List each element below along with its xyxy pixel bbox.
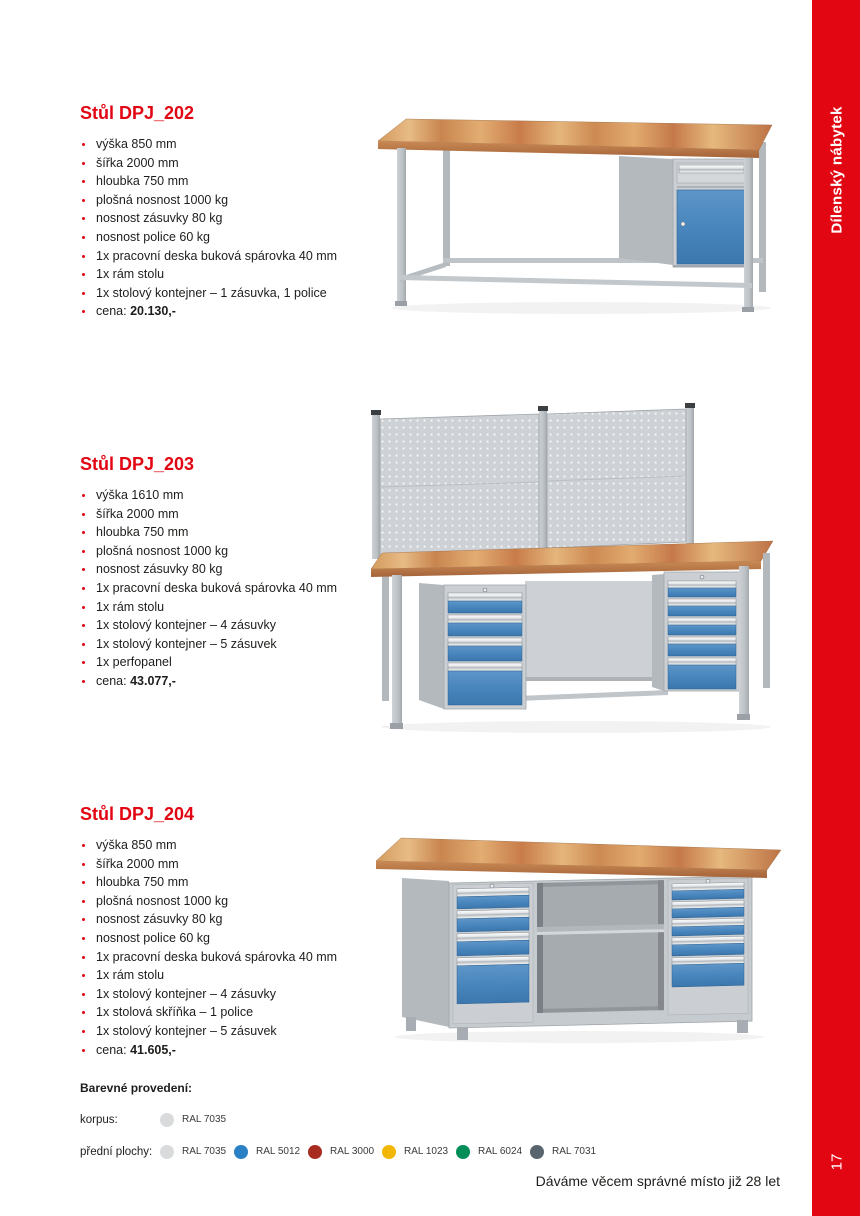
color-swatch bbox=[530, 1145, 604, 1159]
floor-shadow bbox=[394, 1031, 764, 1043]
footer-tagline: Dáváme věcem správné místo již 28 let bbox=[535, 1173, 780, 1189]
spec-list bbox=[80, 486, 372, 672]
spec-list bbox=[80, 836, 372, 1041]
drawer-container-5 bbox=[668, 878, 748, 1015]
spec-price-line bbox=[80, 302, 372, 321]
drawer-lock bbox=[483, 588, 487, 592]
color-swatch bbox=[160, 1113, 234, 1127]
spec-item: 1x stolový kontejner – 4 zásuvky bbox=[80, 985, 372, 1004]
swatch-ral-code: RAL 7031 bbox=[552, 1146, 597, 1157]
spec-item: šířka 2000 mm bbox=[80, 154, 372, 173]
product-image-dpj-204 bbox=[364, 821, 796, 1047]
color-row-label: korpus: bbox=[80, 1113, 118, 1126]
swatch-color-dot bbox=[382, 1145, 396, 1159]
swatch-color-dot bbox=[160, 1113, 174, 1127]
spec-item: 1x stolový kontejner – 4 zásuvky bbox=[80, 616, 372, 635]
workbench-204-illustration bbox=[364, 821, 796, 1047]
spec-item: hloubka 750 mm bbox=[80, 523, 372, 542]
wood-top bbox=[376, 838, 781, 878]
swatch-ral-code: RAL 7035 bbox=[182, 1146, 227, 1157]
swatch-ral-code: RAL 6024 bbox=[478, 1146, 523, 1157]
spec-item: 1x pracovní deska buková spárovka 40 mm bbox=[80, 579, 372, 598]
swatch-ral-code: RAL 3000 bbox=[330, 1146, 375, 1157]
workbench-202-illustration bbox=[366, 112, 796, 317]
spec-item: 1x pracovní deska buková spárovka 40 mm bbox=[80, 948, 372, 967]
product-image-dpj-203 bbox=[358, 403, 802, 737]
color-options-section bbox=[80, 1081, 760, 1159]
spec-item: nosnost zásuvky 80 kg bbox=[80, 560, 372, 579]
door-lock bbox=[681, 222, 685, 226]
page-number: 17 bbox=[828, 1153, 846, 1171]
spec-item: nosnost police 60 kg bbox=[80, 228, 372, 247]
product-title: Stůl DPJ_202 bbox=[80, 103, 195, 123]
swatch-ral-code: RAL 7035 bbox=[182, 1114, 227, 1125]
spec-item: hloubka 750 mm bbox=[80, 172, 372, 191]
swatch-color-dot bbox=[160, 1145, 174, 1159]
product-section-dpj-203 bbox=[80, 454, 372, 691]
swatch-color-dot bbox=[456, 1145, 470, 1159]
color-row-predni-plochy bbox=[80, 1144, 760, 1159]
drawer-container-5 bbox=[652, 572, 740, 691]
swatch-ral-code: RAL 5012 bbox=[256, 1146, 301, 1157]
floor-shadow bbox=[381, 721, 771, 733]
spec-item: 1x stolový kontejner – 1 zásuvka, 1 police bbox=[80, 284, 372, 303]
swatch-color-dot bbox=[234, 1145, 248, 1159]
spec-item: nosnost zásuvky 80 kg bbox=[80, 910, 372, 929]
color-swatch bbox=[456, 1145, 530, 1159]
swatch-group bbox=[160, 1113, 234, 1127]
open-shelf-cabinet bbox=[537, 880, 664, 1013]
mid-back-panel bbox=[518, 581, 668, 701]
spec-item: 1x pracovní deska buková spárovka 40 mm bbox=[80, 247, 372, 266]
product-title: Stůl DPJ_204 bbox=[80, 804, 195, 824]
spec-item: hloubka 750 mm bbox=[80, 873, 372, 892]
price-value: 20.130,- bbox=[130, 304, 176, 319]
swatch-ral-code: RAL 1023 bbox=[404, 1146, 449, 1157]
price-value: 41.605,- bbox=[130, 1042, 176, 1057]
category-label: Dílenský nábytek bbox=[828, 106, 846, 234]
spec-item: 1x rám stolu bbox=[80, 598, 372, 617]
spec-item: 1x stolová skříňka – 1 police bbox=[80, 1003, 372, 1022]
drawer-container-4 bbox=[453, 883, 533, 1024]
under-bench-unit bbox=[449, 876, 752, 1028]
product-image-dpj-202 bbox=[366, 112, 796, 317]
spec-item: 1x rám stolu bbox=[80, 966, 372, 985]
spec-item: plošná nosnost 1000 kg bbox=[80, 191, 372, 210]
back-leg bbox=[382, 561, 389, 701]
swatch-group bbox=[160, 1145, 604, 1159]
color-swatch bbox=[308, 1145, 382, 1159]
product-section-dpj-202 bbox=[80, 103, 372, 321]
spec-price-line bbox=[80, 1041, 372, 1060]
spec-item: nosnost zásuvky 80 kg bbox=[80, 209, 372, 228]
price-label: cena: bbox=[96, 304, 127, 319]
spec-price-line bbox=[80, 672, 372, 691]
price-label: cena: bbox=[96, 1042, 127, 1057]
color-row-korpus bbox=[80, 1112, 760, 1127]
wood-top bbox=[378, 119, 772, 158]
spec-item: plošná nosnost 1000 kg bbox=[80, 892, 372, 911]
color-swatch bbox=[234, 1145, 308, 1159]
spec-list bbox=[80, 135, 372, 302]
spec-item: výška 850 mm bbox=[80, 836, 372, 855]
side-panel bbox=[402, 878, 449, 1027]
price-value: 43.077,- bbox=[130, 673, 176, 688]
spec-item: šířka 2000 mm bbox=[80, 505, 372, 524]
color-section-title: Barevné provedení: bbox=[80, 1081, 193, 1095]
color-swatch bbox=[160, 1145, 234, 1159]
drawer-lock bbox=[700, 575, 704, 579]
workbench-203-illustration bbox=[358, 403, 802, 737]
spec-item: 1x rám stolu bbox=[80, 265, 372, 284]
swatch-color-dot bbox=[530, 1145, 544, 1159]
spec-item: šířka 2000 mm bbox=[80, 855, 372, 874]
price-label: cena: bbox=[96, 673, 127, 688]
spec-item: plošná nosnost 1000 kg bbox=[80, 542, 372, 561]
product-title: Stůl DPJ_203 bbox=[80, 454, 195, 474]
drawer-handle bbox=[679, 165, 744, 173]
spec-item: nosnost police 60 kg bbox=[80, 929, 372, 948]
color-swatch bbox=[382, 1145, 456, 1159]
drawer-door-container bbox=[619, 156, 750, 268]
spec-item: 1x perfopanel bbox=[80, 653, 372, 672]
spec-item: výška 1610 mm bbox=[80, 486, 372, 505]
spec-item: výška 850 mm bbox=[80, 135, 372, 154]
pegboard-panels bbox=[380, 409, 686, 556]
spec-item: 1x stolový kontejner – 5 zásuvek bbox=[80, 635, 372, 654]
spec-item: 1x stolový kontejner – 5 zásuvek bbox=[80, 1022, 372, 1041]
swatch-color-dot bbox=[308, 1145, 322, 1159]
product-section-dpj-204 bbox=[80, 804, 372, 1059]
floor-shadow bbox=[391, 302, 771, 314]
drawer-container-4 bbox=[419, 583, 526, 709]
color-row-label: přední plochy: bbox=[80, 1145, 153, 1158]
category-sidebar bbox=[812, 0, 860, 1216]
cabinet-door bbox=[677, 190, 746, 264]
